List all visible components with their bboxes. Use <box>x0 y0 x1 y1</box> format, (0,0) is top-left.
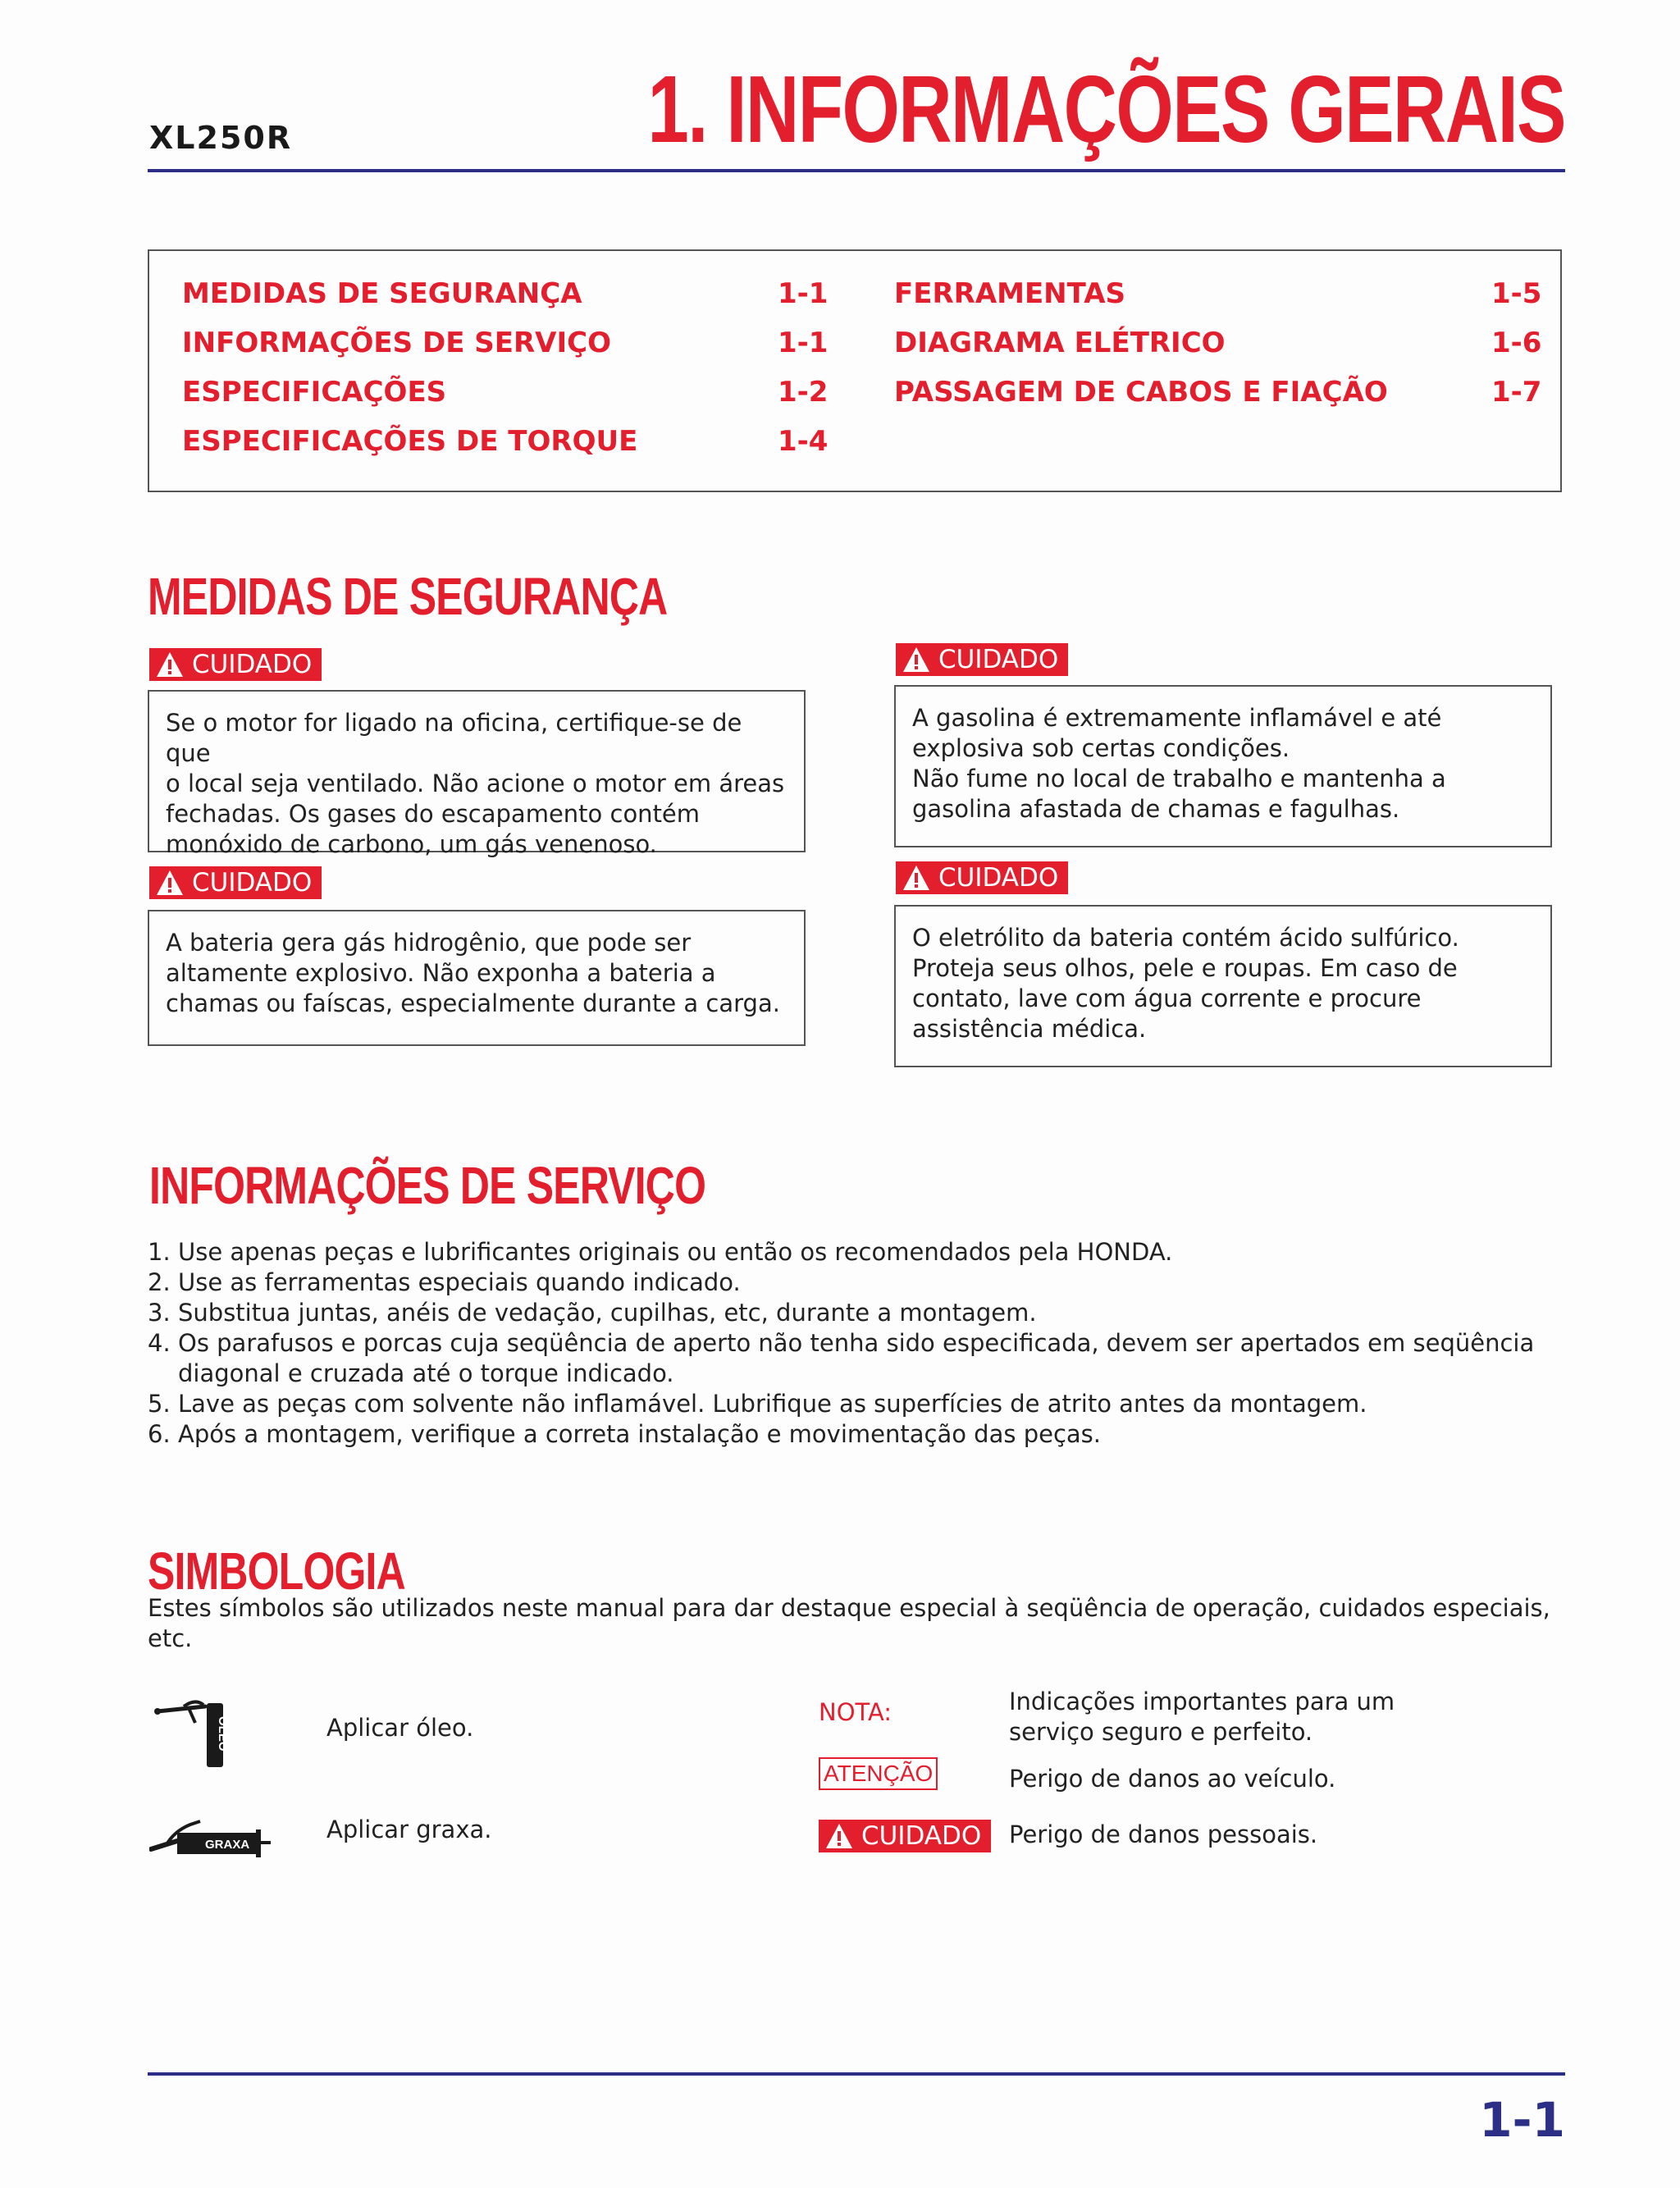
warning-triangle-icon <box>825 1823 853 1849</box>
toc-item-torque[interactable]: ESPECIFICAÇÕES DE TORQUE <box>182 425 638 458</box>
list-item: 1. Use apenas peças e lubrificantes originais ou então os recomendados pela HONDA. <box>148 1238 1173 1266</box>
list-item: 4. Os parafusos e porcas cuja seqüência de aperto não tenha sido especificada, devem ser apertados em seqüência diagonal e cruzada até o torque indicado. <box>148 1329 1535 1387</box>
oil-can-label: ÓLEO <box>216 1716 230 1752</box>
toc-page: 1-1 <box>778 277 829 310</box>
toc-item-ferramentas[interactable]: FERRAMENTAS <box>894 277 1125 310</box>
warning-line: monóxido de carbono, um gás venenoso. <box>166 830 657 858</box>
caution-badge <box>149 866 322 899</box>
model-name: XL250R <box>149 120 293 156</box>
oil-description: Aplicar óleo. <box>326 1714 474 1742</box>
toc-page: 1-7 <box>1491 376 1542 409</box>
grease-gun-label: GRAXA <box>205 1838 250 1852</box>
warning-triangle-icon <box>156 870 184 896</box>
caution-badge <box>149 648 322 681</box>
toc-page: 1-1 <box>778 327 829 359</box>
warning-line: A bateria gera gás hidrogênio, que pode ser <box>166 929 692 957</box>
caution-label: CUIDADO <box>192 650 313 679</box>
warning-line: Não fume no local de trabalho e mantenha a <box>912 765 1446 793</box>
caution-badge <box>819 1820 991 1852</box>
toc-page: 1-6 <box>1491 327 1542 359</box>
warning-line: explosiva sob certas condições. <box>912 734 1290 762</box>
list-item: 2. Use as ferramentas especiais quando indicado. <box>148 1268 741 1296</box>
chapter-title: 1. INFORMAÇÕES GERAIS <box>647 56 1565 162</box>
caution-label: CUIDADO <box>938 645 1059 674</box>
page-number: 1-1 <box>1479 2092 1565 2148</box>
toc-page: 1-5 <box>1491 277 1542 310</box>
oil-can-icon <box>153 1700 235 1770</box>
warning-box-electrolyte <box>894 905 1552 1067</box>
warning-triangle-icon <box>902 865 930 891</box>
caution-label: CUIDADO <box>192 868 313 898</box>
header-rule <box>148 169 1565 172</box>
footer-rule <box>148 2072 1565 2076</box>
warning-line: gasolina afastada de chamas e fagulhas. <box>912 795 1400 823</box>
service-list <box>148 1237 1559 1450</box>
section-heading-safety: MEDIDAS DE SEGURANÇA <box>148 567 668 626</box>
toc-item-especificacoes[interactable]: ESPECIFICAÇÕES <box>182 376 447 409</box>
toc-item-medidas[interactable]: MEDIDAS DE SEGURANÇA <box>182 277 582 310</box>
atencao-description: Perigo de danos ao veículo. <box>1009 1765 1336 1793</box>
toc-item-diagrama[interactable]: DIAGRAMA ELÉTRICO <box>894 327 1226 359</box>
nota-label: NOTA: <box>819 1698 892 1726</box>
warning-line: assistência médica. <box>912 1015 1147 1043</box>
warning-line: Proteja seus olhos, pele e roupas. Em caso de <box>912 954 1458 982</box>
symbols-intro: Estes símbolos são utilizados neste manual para dar destaque especial à seqüência de operação, cuidados especiais, etc. <box>148 1594 1550 1652</box>
caution-label: CUIDADO <box>861 1821 982 1851</box>
cuidado-description: Perigo de danos pessoais. <box>1009 1820 1318 1848</box>
nota-description: Indicações importantes para um serviço seguro e perfeito. <box>1009 1688 1395 1746</box>
warning-line: o local seja ventilado. Não acione o motor em áreas <box>166 770 785 797</box>
warning-line: O eletrólito da bateria contém ácido sulfúrico. <box>912 924 1459 952</box>
warning-box-battery-gas <box>148 910 806 1046</box>
caution-badge <box>896 861 1068 894</box>
caution-label: CUIDADO <box>938 863 1059 893</box>
warning-line: fechadas. Os gases do escapamento contém <box>166 800 701 828</box>
toc-page: 1-2 <box>778 376 829 409</box>
warning-triangle-icon <box>156 651 184 678</box>
warning-line: Se o motor for ligado na oficina, certifique-se de que <box>166 709 742 767</box>
section-heading-service: INFORMAÇÕES DE SERVIÇO <box>149 1156 706 1215</box>
atencao-badge: ATENÇÃO <box>819 1757 938 1790</box>
toc-page: 1-4 <box>778 425 829 458</box>
section-heading-symbols: SIMBOLOGIA <box>148 1542 405 1601</box>
list-item: 3. Substitua juntas, anéis de vedação, cupilhas, etc, durante a montagem. <box>148 1299 1037 1327</box>
warning-line: A gasolina é extremamente inflamável e até <box>912 704 1442 732</box>
warning-triangle-icon <box>902 646 930 673</box>
caution-badge <box>896 643 1068 676</box>
warning-line: altamente explosivo. Não exponha a bateria a <box>166 959 716 987</box>
grease-description: Aplicar graxa. <box>326 1816 492 1843</box>
list-item: 6. Após a montagem, verifique a correta instalação e movimentação das peças. <box>148 1420 1101 1448</box>
list-item: 5. Lave as peças com solvente não inflamável. Lubrifique as superfícies de atrito antes da montagem. <box>148 1390 1367 1418</box>
grease-gun-icon <box>149 1813 272 1859</box>
warning-box-gasoline <box>894 685 1552 847</box>
toc-item-informacoes[interactable]: INFORMAÇÕES DE SERVIÇO <box>182 327 611 359</box>
warning-box-engine <box>148 690 806 858</box>
warning-line: contato, lave com água corrente e procure <box>912 984 1422 1012</box>
warning-line: chamas ou faíscas, especialmente durante a carga. <box>166 989 780 1017</box>
toc-item-passagem[interactable]: PASSAGEM DE CABOS E FIAÇÃO <box>894 376 1388 409</box>
